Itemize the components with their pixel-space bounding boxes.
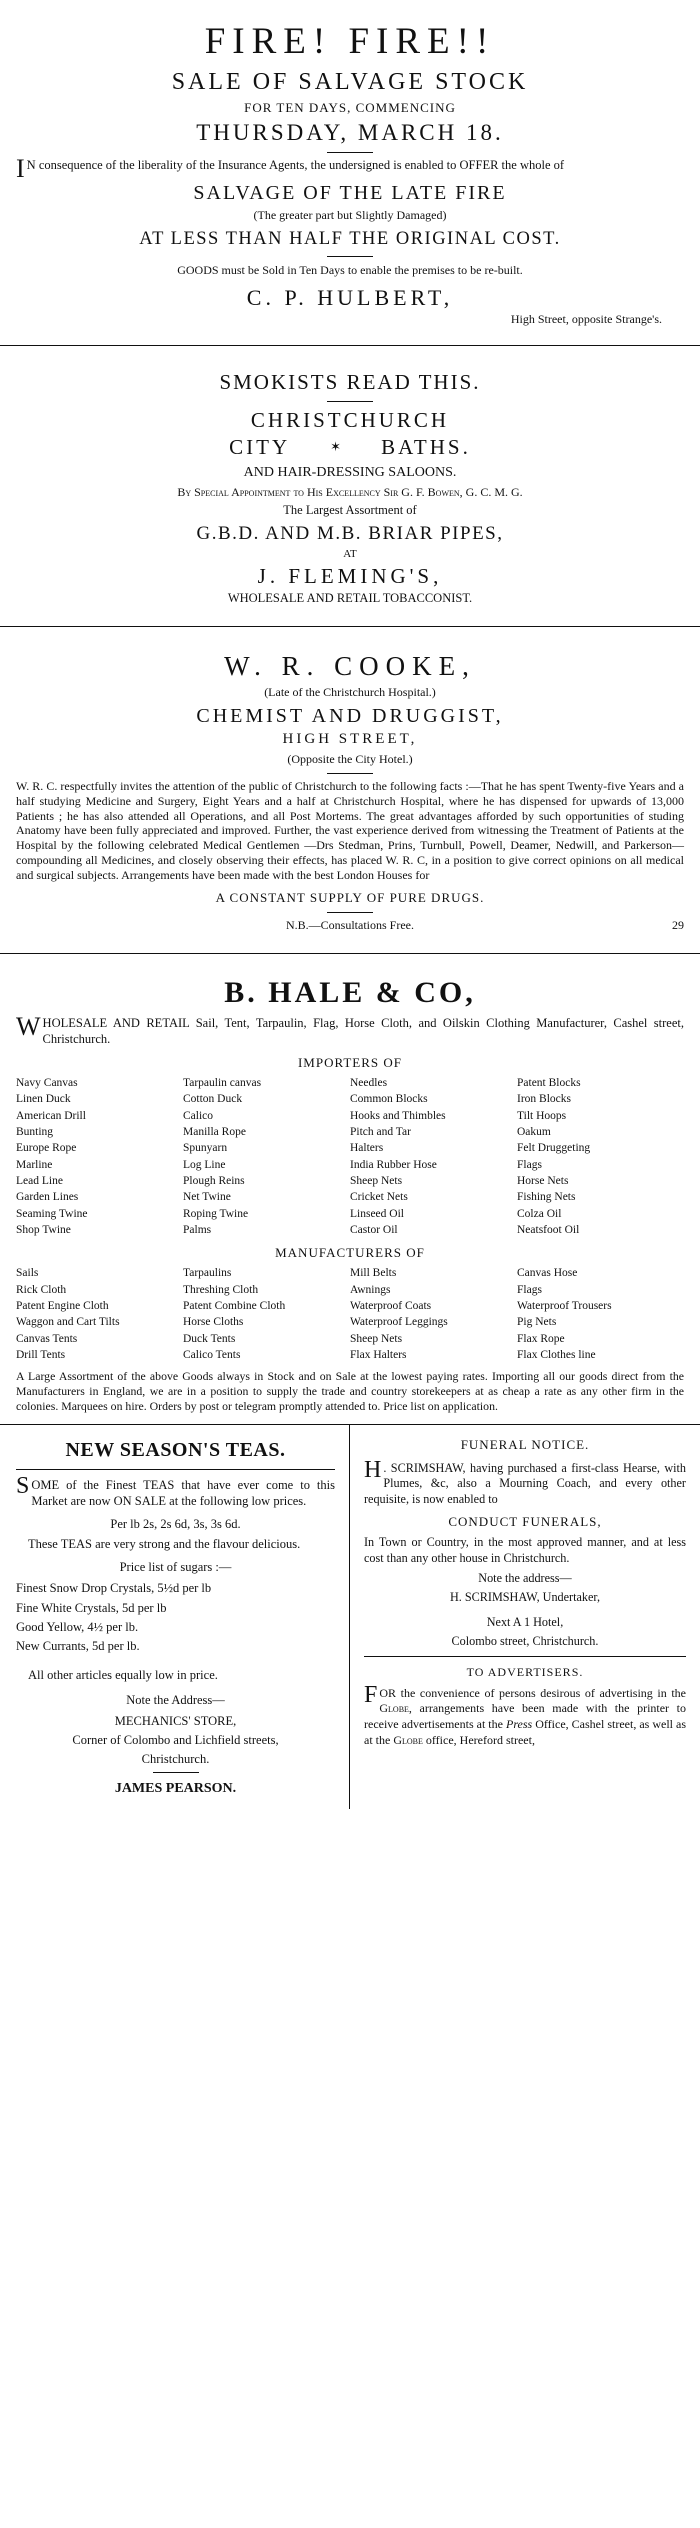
baths-trade: WHOLESALE AND RETAIL TOBACCONIST. bbox=[227, 590, 473, 605]
advertisers-text-1: OR the convenience of persons desirous of advertising in the bbox=[379, 1685, 686, 1700]
goods-item: Seaming Twine bbox=[16, 1207, 88, 1220]
goods-column bbox=[517, 1075, 684, 1238]
hale-importers-grid bbox=[16, 1075, 684, 1238]
goods-item: Needles bbox=[350, 1077, 388, 1090]
goods-column bbox=[350, 1265, 517, 1363]
goods-item: Awnings bbox=[350, 1283, 391, 1296]
goods-item: Common Blocks bbox=[350, 1093, 428, 1106]
fire-intro-paragraph bbox=[16, 154, 684, 183]
cooke-late-of: (Late of the Christchurch Hospital.) bbox=[264, 684, 436, 699]
fire-address: High Street, opposite Strange's. bbox=[510, 311, 662, 326]
goods-item: Duck Tents bbox=[183, 1332, 236, 1345]
baths-largest-assortment: The Largest Assortment of bbox=[283, 502, 417, 517]
fire-salvage-heading: SALVAGE OF THE LATE FIRE bbox=[193, 181, 507, 204]
fire-price-line: AT LESS THAN HALF THE ORIGINAL COST. bbox=[139, 228, 561, 249]
teas-title: NEW SEASON'S TEAS. bbox=[65, 1438, 286, 1461]
goods-item: Linen Duck bbox=[16, 1093, 71, 1106]
teas-store-name: MECHANICS' STORE, bbox=[114, 1714, 237, 1729]
goods-item: Palms bbox=[183, 1224, 212, 1237]
cooke-ad-number: 29 bbox=[672, 917, 684, 932]
goods-item: Waterproof Leggings bbox=[350, 1316, 448, 1329]
funeral-title: FUNERAL NOTICE. bbox=[460, 1436, 590, 1452]
goods-item: Flags bbox=[517, 1283, 542, 1296]
funeral-body bbox=[364, 1456, 686, 1509]
goods-item: Neatsfoot Oil bbox=[517, 1224, 580, 1237]
fire-intro-text: N consequence of the liberality of the Insurance Agents, the undersigned is enabled to OFFER the whole of bbox=[26, 158, 565, 172]
right-column bbox=[350, 1425, 700, 1810]
fire-goods-note: GOODS must be Sold in Ten Days to enable the premises to be re-built. bbox=[177, 262, 523, 277]
goods-item: Cotton Duck bbox=[183, 1093, 243, 1106]
goods-item: Linseed Oil bbox=[350, 1207, 404, 1220]
funeral-name: H. SCRIMSHAW, Undertaker, bbox=[449, 1589, 601, 1604]
goods-item: Waggon and Cart Tilts bbox=[16, 1316, 120, 1329]
goods-item: India Rubber Hose bbox=[350, 1158, 437, 1171]
hale-lead-text: HOLESALE AND RETAIL Sail, Tent, Tarpaulin, Flag, Horse Cloth, and Oilskin Clothing Manufacturer, Cashel street, Christchurch. bbox=[42, 1015, 684, 1046]
hale-importers-heading: IMPORTERS OF bbox=[297, 1055, 403, 1071]
teas-sugar-heading: Price list of sugars :— bbox=[119, 1560, 232, 1575]
advertisement-city-baths bbox=[0, 354, 700, 618]
goods-item: Waterproof Trousers bbox=[517, 1300, 612, 1313]
goods-item: Manilla Rope bbox=[183, 1126, 246, 1139]
teas-corner: Corner of Colombo and Lichfield streets, bbox=[72, 1733, 279, 1748]
sugar-item: New Currants, 5d per lb. bbox=[16, 1639, 140, 1654]
goods-item: Roping Twine bbox=[183, 1207, 249, 1220]
advertisement-funeral bbox=[364, 1437, 686, 1649]
goods-item: Colza Oil bbox=[517, 1207, 562, 1220]
hale-manufacturers-heading: MANUFACTURERS OF bbox=[275, 1245, 425, 1261]
goods-item: Flax Rope bbox=[517, 1332, 565, 1345]
goods-item: Log Line bbox=[183, 1158, 226, 1171]
goods-column bbox=[183, 1075, 350, 1238]
sugar-item: Good Yellow, 4½ per lb. bbox=[16, 1620, 139, 1635]
hale-company-name: B. HALE & CO, bbox=[224, 975, 476, 1009]
goods-column bbox=[183, 1265, 350, 1363]
goods-item: Plough Reins bbox=[183, 1175, 245, 1188]
goods-item: Threshing Cloth bbox=[183, 1283, 259, 1296]
goods-item: Horse Nets bbox=[517, 1175, 569, 1188]
sugar-item: Finest Snow Drop Crystals, 5½d per lb bbox=[16, 1581, 212, 1596]
cooke-nb-text: N.B.—Consultations Free. bbox=[286, 917, 414, 932]
goods-item: Marline bbox=[16, 1158, 53, 1171]
advertisement-to-advertisers bbox=[364, 1665, 686, 1748]
cooke-supply: A CONSTANT SUPPLY OF PURE DRUGS. bbox=[215, 889, 485, 905]
cooke-nb-row bbox=[16, 918, 684, 933]
advertisement-hale bbox=[0, 962, 700, 1424]
goods-item: Tilt Hoops bbox=[517, 1109, 567, 1122]
star-ornament-icon: ✶ bbox=[330, 439, 342, 455]
goods-item: Sails bbox=[16, 1267, 39, 1280]
bottom-columns bbox=[0, 1424, 700, 1810]
fire-advertiser-name: C. P. HULBERT, bbox=[246, 284, 454, 310]
goods-item: Tarpaulin canvas bbox=[183, 1077, 262, 1090]
teas-intro bbox=[16, 1472, 335, 1510]
goods-item: Waterproof Coats bbox=[350, 1300, 432, 1313]
goods-item: Mill Belts bbox=[350, 1267, 397, 1280]
advertisers-title: TO ADVERTISERS. bbox=[466, 1664, 584, 1679]
press-name: Press bbox=[505, 1717, 533, 1732]
goods-column bbox=[16, 1265, 183, 1363]
advertisers-body bbox=[364, 1681, 687, 1748]
goods-item: Flags bbox=[517, 1158, 542, 1171]
goods-item: Canvas Hose bbox=[517, 1267, 578, 1280]
goods-item: Rick Cloth bbox=[16, 1283, 67, 1296]
teas-price-line: Per lb 2s, 2s 6d, 3s, 3s 6d. bbox=[110, 1517, 241, 1532]
cooke-trade: CHEMIST AND DRUGGIST, bbox=[196, 704, 504, 727]
goods-item: Europe Rope bbox=[16, 1142, 77, 1155]
goods-item: Spunyarn bbox=[183, 1142, 228, 1155]
funeral-street: Colombo street, Christchurch. bbox=[451, 1633, 599, 1648]
goods-column bbox=[517, 1265, 684, 1363]
goods-item: Flax Clothes line bbox=[517, 1349, 596, 1362]
hale-dropcap: W bbox=[16, 1011, 41, 1041]
goods-item: Sheep Nets bbox=[350, 1332, 403, 1345]
goods-item: Lead Line bbox=[16, 1175, 63, 1188]
advertisers-text-4: office, Hereford street, bbox=[422, 1732, 535, 1747]
fire-headline: FIRE! FIRE!! bbox=[204, 21, 496, 62]
teas-all-other: All other articles equally low in price. bbox=[28, 1667, 218, 1682]
fire-dropcap: I bbox=[16, 154, 25, 183]
goods-item: Cricket Nets bbox=[350, 1191, 408, 1204]
baths-pipes: G.B.D. AND M.B. BRIAR PIPES, bbox=[196, 522, 504, 544]
baths-proprietor: J. FLEMING'S, bbox=[257, 563, 443, 588]
goods-item: Calico Tents bbox=[183, 1349, 241, 1362]
teas-city: Christchurch. bbox=[141, 1752, 210, 1767]
baths-appointment: By Special Appointment to His Excellency Sir G. F. Bowen, G. C. M. G. bbox=[177, 484, 523, 499]
advertisers-text-3: Office, Cashel street, as well as at the bbox=[364, 1717, 687, 1747]
goods-item: Pig Nets bbox=[517, 1316, 557, 1329]
goods-item: Patent Blocks bbox=[517, 1077, 581, 1090]
goods-column bbox=[350, 1075, 517, 1238]
goods-item: Tarpaulins bbox=[183, 1267, 232, 1280]
teas-proprietor: JAMES PEARSON. bbox=[114, 1781, 237, 1797]
goods-item: Fishing Nets bbox=[517, 1191, 576, 1204]
goods-item: Patent Engine Cloth bbox=[16, 1300, 109, 1313]
goods-item: Shop Twine bbox=[16, 1224, 71, 1237]
hale-manufacturers-grid bbox=[16, 1265, 684, 1363]
baths-city-name: CHRISTCHURCH bbox=[250, 407, 450, 432]
funeral-conduct: CONDUCT FUNERALS, bbox=[448, 1514, 602, 1530]
goods-item: Halters bbox=[350, 1142, 384, 1155]
goods-item: Flax Halters bbox=[350, 1349, 407, 1362]
goods-item: Horse Cloths bbox=[183, 1316, 244, 1329]
funeral-hotel: Next A 1 Hotel, bbox=[486, 1614, 564, 1629]
advertisers-dropcap: F bbox=[364, 1681, 378, 1708]
baths-headline: SMOKISTS READ THIS. bbox=[219, 369, 481, 394]
goods-item: Hooks and Thimbles bbox=[350, 1109, 446, 1122]
goods-item: Drill Tents bbox=[16, 1349, 66, 1362]
sugar-item: Fine White Crystals, 5d per lb bbox=[16, 1600, 167, 1615]
goods-item: Calico bbox=[183, 1109, 214, 1122]
goods-item: Bunting bbox=[16, 1126, 54, 1139]
baths-at-label: AT bbox=[343, 547, 357, 560]
goods-item: Oakum bbox=[517, 1126, 551, 1139]
goods-item: Felt Druggeting bbox=[517, 1142, 591, 1155]
teas-intro-text: OME of the Finest TEAS that have ever come to this Market are now ON SALE at the following low prices. bbox=[31, 1477, 335, 1508]
fire-duration: FOR TEN DAYS, COMMENCING bbox=[244, 100, 456, 115]
fire-date: THURSDAY, MARCH 18. bbox=[196, 120, 504, 145]
globe-name-2: Globe bbox=[393, 1732, 423, 1747]
cooke-street: HIGH STREET, bbox=[282, 730, 418, 747]
goods-item: Pitch and Tar bbox=[350, 1126, 411, 1139]
cooke-body: W. R. C. respectfully invites the attention of the public of Christchurch to the following facts :—That he has spent Twenty-five Years and a half studying Medicine and Surgery, Eight Years and a half at Christchurch Hospital, where he has dispensed for upwards of 13,000 Patients ; he has also attended all Operations, and all Post Mortems. The great advantages afforded by such opportunities of studing Anatomy have been fully appreciated and improved. Further, the vast experience derived from witnessing the Treatment of Patients at the Hospital by the following celebrated Medical Gentlemen —Drs Stedman, Prins, Turnbull, Powell, Deamer, Nedwill, and Parkerson—compounding all Medicines, and closely observing their effects, has placed W. R. C, in a position to give correct opinions on all medical and surgical subjects. Arrangements have been made with the best London Houses for bbox=[16, 778, 684, 882]
funeral-note-address: Note the address— bbox=[478, 1570, 572, 1585]
goods-item: Castor Oil bbox=[350, 1224, 398, 1237]
goods-column bbox=[16, 1075, 183, 1238]
hale-lead-paragraph bbox=[16, 1011, 684, 1047]
baths-saloons: AND HAIR-DRESSING SALOONS. bbox=[243, 464, 457, 480]
teas-quality: These TEAS are very strong and the flavour delicious. bbox=[28, 1537, 301, 1552]
cooke-name: W. R. COOKE, bbox=[224, 650, 476, 681]
goods-item: Garden Lines bbox=[16, 1191, 79, 1204]
baths-word-baths: BATHS. bbox=[381, 434, 471, 459]
baths-word-city: CITY bbox=[229, 434, 291, 459]
hale-footer: A Large Assortment of the above Goods always in Stock and on Sale at the lowest paying rates. Importing all our goods direct from the Manufacturers in England, we are in a position to supply the trade and country storekeepers at as cheap a rate as any other firm in the colonies. Marquees on hire. Orders by post or telegram promptly attended to. Price list on application. bbox=[16, 1369, 684, 1413]
advertisement-fire bbox=[0, 0, 700, 337]
cooke-opposite: (Opposite the City Hotel.) bbox=[287, 751, 413, 766]
goods-item: American Drill bbox=[16, 1109, 86, 1122]
funeral-body2: In Town or Country, in the most approved manner, and at less cost than any other house in Christchurch. bbox=[364, 1535, 686, 1566]
goods-item: Sheep Nets bbox=[350, 1175, 403, 1188]
goods-item: Patent Combine Cloth bbox=[183, 1300, 286, 1313]
advertisers-text-2: , arrangements have been made with the printer to receive advertisements at the bbox=[364, 1701, 686, 1732]
advertisement-cooke-chemist bbox=[0, 635, 700, 945]
baths-title-row bbox=[16, 435, 684, 460]
goods-item: Net Twine bbox=[183, 1191, 231, 1204]
funeral-body-text: . SCRIMSHAW, having purchased a first-class Hearse, with Plumes, &c, also a Mourning Coach, and every other requisite, is now enabled to bbox=[364, 1460, 686, 1507]
goods-item: Canvas Tents bbox=[16, 1332, 78, 1345]
funeral-dropcap: H bbox=[364, 1456, 382, 1483]
teas-note-address: Note the Address— bbox=[126, 1693, 225, 1708]
goods-item: Navy Canvas bbox=[16, 1077, 78, 1090]
globe-name-1: Globe bbox=[379, 1701, 409, 1716]
teas-dropcap: S bbox=[16, 1472, 30, 1499]
fire-parenthetical: (The greater part but Slightly Damaged) bbox=[253, 207, 447, 222]
fire-subtitle: SALE OF SALVAGE STOCK bbox=[171, 69, 529, 95]
advertisement-teas bbox=[0, 1425, 350, 1810]
goods-item: Iron Blocks bbox=[517, 1093, 571, 1106]
teas-sugar-list bbox=[16, 1579, 335, 1657]
